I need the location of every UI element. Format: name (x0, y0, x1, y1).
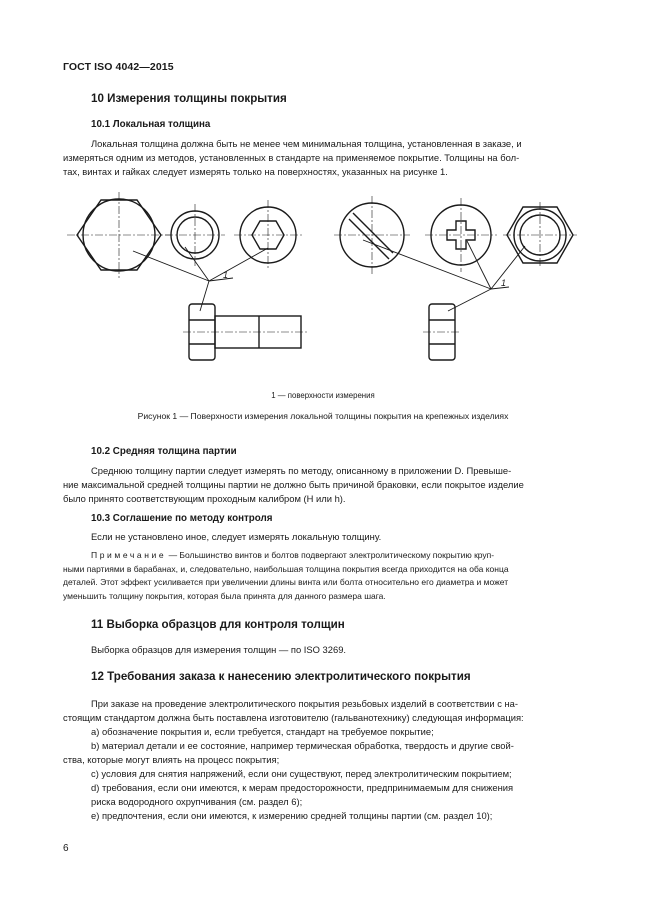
section-10-3-text (63, 530, 583, 544)
section-12-title: 12 Требования заказа к нанесению электролитического покрытия (91, 670, 471, 683)
text-line: ние максимальной средней толщины партии не должно быть причиной браковки, если покрытое изделие (63, 479, 524, 490)
text-line: стоящим стандартом должна быть поставлена изготовителю (гальванотехнику) следующая информация: (63, 712, 524, 723)
standard-header: ГОСТ ISO 4042—2015 (63, 61, 174, 73)
section-11-title: 11 Выборка образцов для контроля толщин (91, 618, 345, 631)
text-line: деталей. Этот эффект усиливается при увеличении длины винта или болта относительно его диаметра и может (63, 577, 509, 587)
section-10-2-text (63, 464, 583, 506)
section-10-2-title: 10.2 Средняя толщина партии (91, 446, 237, 457)
text-line: тах, винтах и гайках следует измерять только на поверхностях, указанных на рисунке 1. (63, 166, 448, 177)
callout-label-left: 1 (223, 270, 229, 280)
section-10-title: 10 Измерения толщины покрытия (91, 92, 287, 105)
section-10-3-title: 10.3 Соглашение по методу контроля (91, 513, 273, 524)
section-11-text (63, 643, 583, 657)
text-line: Если не установлено иное, следует измерять локальную толщину. (91, 531, 382, 542)
page-number: 6 (63, 843, 69, 854)
section-12-text (63, 697, 583, 823)
callout-label-right: 1 (501, 278, 507, 288)
text-line: Среднюю толщину партии следует измерять по методу, описанному в приложении D. Превыше- (91, 465, 512, 476)
text-line: уменьшить толщину покрытия, которая была принята для данного размера шага. (63, 590, 386, 601)
list-item-continuation: ства, которые могут влиять на процесс покрытия; (63, 754, 280, 765)
note-text: — Большинство винтов и болтов подвергают электролитическому покрытию круп- (166, 550, 495, 560)
figure-1-drawing (63, 190, 583, 370)
text-line: Выборка образцов для измерения толщин — по ISO 3269. (91, 644, 347, 655)
text-line: Локальная толщина должна быть не менее чем минимальная толщина, установленная в заказе, и (91, 138, 522, 149)
list-item-continuation: риска водородного охрупчивания (см. раздел 6); (91, 796, 303, 807)
text-line: ными партиями в барабанах, и, следовательно, наибольшая толщина покрытия всегда приходится на оба конца (63, 563, 509, 574)
section-10-1-title: 10.1 Локальная толщина (91, 119, 211, 130)
leader-lines (133, 240, 525, 311)
list-item: с) условия для снятия напряжений, если они существуют, перед электролитическим покрытием; (91, 768, 512, 779)
list-item: е) предпочтения, если они имеются, к измерению средней толщины партии (см. раздел 10); (91, 810, 493, 821)
section-10-1-text (63, 137, 583, 179)
text-line: измеряться одним из методов, установленных в стандарте на применяемое покрытие. Толщины на бол- (63, 152, 520, 163)
list-item: d) требования, если они имеются, к мерам предосторожности, предпринимаемым для снижения (91, 782, 514, 793)
text-line: было принято соответствующим проходным калибром (H или h). (63, 493, 346, 504)
figure-caption: Рисунок 1 — Поверхности измерения локальной толщины покрытия на крепежных изделиях (137, 411, 509, 421)
note-block (63, 549, 583, 603)
text-line: При заказе на проведение электролитического покрытия резьбовых изделий в соответствии с на- (91, 698, 519, 709)
list-item: а) обозначение покрытия и, если требуется, стандарт на требуемое покрытие; (91, 726, 434, 737)
figure-legend: 1 — поверхности измерения (271, 391, 375, 400)
note-label: Примечание (91, 550, 167, 560)
list-item: b) материал детали и ее состояние, например термическая обработка, твердость и другие свой- (91, 740, 514, 751)
